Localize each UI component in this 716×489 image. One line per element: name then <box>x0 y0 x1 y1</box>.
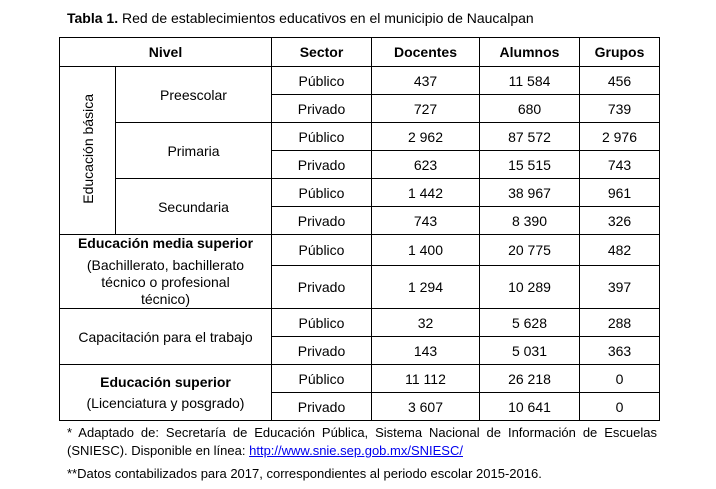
cell-alumnos: 10 641 <box>480 393 580 421</box>
cell-docentes: 437 <box>372 67 480 95</box>
cell-docentes: 1 294 <box>372 265 480 308</box>
table-row <box>60 235 660 266</box>
table-row <box>60 309 660 337</box>
table-row <box>60 365 660 393</box>
header-docentes: Docentes <box>372 38 480 67</box>
cell-grupos: 456 <box>580 67 660 95</box>
cell-docentes: 32 <box>372 309 480 337</box>
footnote-data-note: **Datos contabilizados para 2017, correspondientes al periodo escolar 2015-2016. <box>67 466 542 481</box>
cell-grupos: 326 <box>580 207 660 235</box>
cell-grupos: 743 <box>580 151 660 179</box>
caption-label: Tabla 1. <box>67 10 119 26</box>
cell-alumnos: 680 <box>480 95 580 123</box>
level-secundaria: Secundaria <box>116 179 272 235</box>
cell-sector: Privado <box>272 151 372 179</box>
header-sector: Sector <box>272 38 372 67</box>
cell-alumnos: 38 967 <box>480 179 580 207</box>
source-link[interactable]: http://www.snie.sep.gob.mx/SNIESC/ <box>249 443 463 458</box>
basica-group-cell <box>60 67 116 235</box>
cell-docentes: 1 442 <box>372 179 480 207</box>
cell-alumnos: 5 628 <box>480 309 580 337</box>
cell-sector: Público <box>272 365 372 393</box>
cell-alumnos: 5 031 <box>480 337 580 365</box>
cell-docentes: 11 112 <box>372 365 480 393</box>
cell-alumnos: 26 218 <box>480 365 580 393</box>
cell-alumnos: 15 515 <box>480 151 580 179</box>
level-media-superior <box>60 235 272 309</box>
cell-sector: Público <box>272 123 372 151</box>
level-superior-sub: (Licenciatura y posgrado) <box>86 394 245 411</box>
cell-sector: Privado <box>272 207 372 235</box>
cell-alumnos: 8 390 <box>480 207 580 235</box>
cell-grupos: 2 976 <box>580 123 660 151</box>
header-nivel: Nivel <box>60 38 272 67</box>
header-row <box>60 38 660 67</box>
cell-alumnos: 11 584 <box>480 67 580 95</box>
cell-grupos: 0 <box>580 393 660 421</box>
cell-docentes: 623 <box>372 151 480 179</box>
table-row <box>60 179 660 207</box>
cell-alumnos: 87 572 <box>480 123 580 151</box>
cell-grupos: 482 <box>580 235 660 266</box>
cell-grupos: 363 <box>580 337 660 365</box>
table-row <box>60 123 660 151</box>
cell-alumnos: 20 775 <box>480 235 580 266</box>
table-row <box>60 67 660 95</box>
cell-sector: Privado <box>272 337 372 365</box>
header-alumnos: Alumnos <box>480 38 580 67</box>
cell-docentes: 3 607 <box>372 393 480 421</box>
cell-sector: Público <box>272 309 372 337</box>
cell-grupos: 288 <box>580 309 660 337</box>
cell-docentes: 143 <box>372 337 480 365</box>
cell-sector: Privado <box>272 265 372 308</box>
basica-label: Educación básica <box>79 94 96 204</box>
level-capacitacion: Capacitación para el trabajo <box>60 309 272 365</box>
cell-grupos: 397 <box>580 265 660 308</box>
caption-text: Red de establecimientos educativos en el municipio de Naucalpan <box>121 10 534 26</box>
level-superior <box>60 365 272 421</box>
cell-docentes: 743 <box>372 207 480 235</box>
cell-sector: Público <box>272 67 372 95</box>
cell-grupos: 961 <box>580 179 660 207</box>
level-primaria: Primaria <box>116 123 272 179</box>
cell-sector: Privado <box>272 393 372 421</box>
level-superior-name: Educación superior <box>100 373 231 390</box>
cell-sector: Público <box>272 235 372 266</box>
cell-grupos: 739 <box>580 95 660 123</box>
level-preescolar: Preescolar <box>116 67 272 123</box>
footnote-source <box>67 424 657 460</box>
level-media-superior-sub: (Bachillerato, bachillerato técnico o profesional técnico) <box>86 257 245 307</box>
education-table <box>59 37 660 421</box>
cell-alumnos: 10 289 <box>480 265 580 308</box>
cell-docentes: 2 962 <box>372 123 480 151</box>
table-caption <box>67 10 534 26</box>
header-grupos: Grupos <box>580 38 660 67</box>
cell-sector: Público <box>272 179 372 207</box>
cell-docentes: 1 400 <box>372 235 480 266</box>
cell-sector: Privado <box>272 95 372 123</box>
footnote-source-text: * Adaptado de: Secretaría de Educación Pública, Sistema Nacional de Información de Escuelas (SNIESC). Disponible en línea: <box>67 425 657 458</box>
cell-grupos: 0 <box>580 365 660 393</box>
cell-docentes: 727 <box>372 95 480 123</box>
level-media-superior-name: Educación media superior <box>77 235 254 251</box>
